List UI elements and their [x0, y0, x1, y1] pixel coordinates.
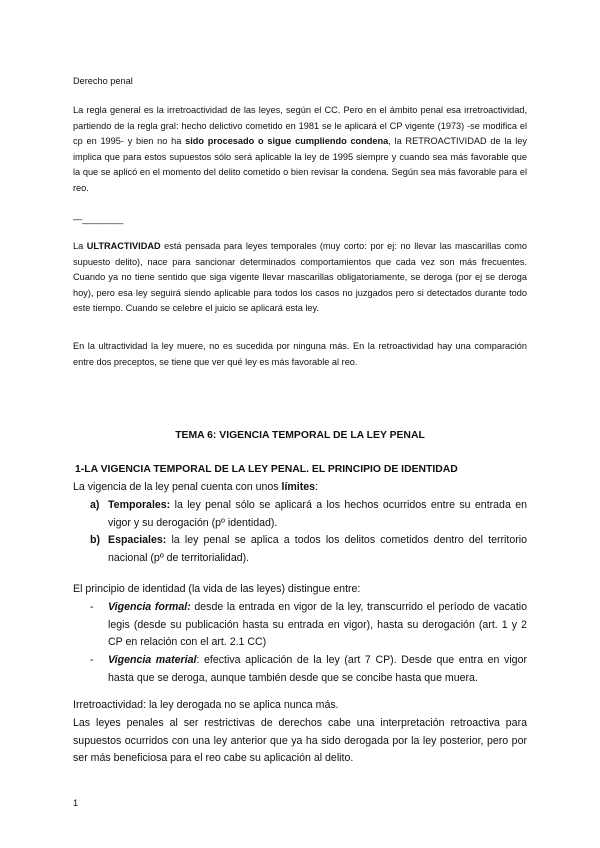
limit-item-temporales: a) Temporales: la ley penal sólo se aplicará a los hechos ocurridos entre su entrada en vigor y su derogación (pº identidad).: [90, 499, 527, 529]
list-marker: b): [90, 534, 100, 546]
paragraph-leyes-penales: Las leyes penales al ser restrictivas de derechos cabe una interpretación retroactiva para supuestos ocurridos con una ley anterior que ya ha sido derogada por la ley posterior, pero por ser más beneficiosa para el reo cabe su aplicación al delito.: [73, 717, 527, 765]
item-term: Temporales:: [108, 499, 171, 511]
item-term: Vigencia formal:: [108, 601, 191, 613]
page-number: 1: [73, 798, 79, 808]
list-marker: -: [90, 654, 94, 666]
limits-intro: La vigencia de la ley penal cuenta con unos límites:: [73, 481, 319, 493]
header-title: Derecho penal: [73, 76, 133, 86]
paragraph-comparacion: En la ultractividad la ley muere, no es sucedida por ninguna más. En la retroactividad hay una comparación entre dos preceptos, se tiene que ver qué ley es más favorable al reo.: [73, 341, 527, 367]
separator-line: —________: [73, 214, 124, 224]
limit-item-espaciales: b) Espaciales: la ley penal se aplica a todos los delitos cometidos dentro del territorio nacional (pº de territorialidad).: [90, 534, 527, 564]
item-term: Vigencia material: [108, 654, 197, 666]
list-marker: -: [90, 601, 94, 613]
identidad-intro: El principio de identidad (la vida de las leyes) distingue entre:: [73, 583, 361, 595]
paragraph-ultractividad: La ULTRACTIVIDAD está pensada para leyes temporales (muy corto: por ej: no llevar las mascarillas como supuesto delito), nace para sancionar determinados comportamientos que cada vez son más frecuentes. Cuando ya no tiene sentido que siga vigente llevar mascarillas obligatoriamente, se deroga (por ej se deroga hoy), pero esa ley seguirá siendo aplicable para todos los casos no juzgados pero si detectados durante todo este tiempo. Cuando se celebre el juicio se aplicará esta ley.: [73, 241, 527, 314]
section-heading: 1-LA VIGENCIA TEMPORAL DE LA LEY PENAL. EL PRINCIPIO DE IDENTIDAD: [75, 464, 458, 475]
tema-title: TEMA 6: VIGENCIA TEMPORAL DE LA LEY PENAL: [175, 430, 425, 441]
paragraph-retroactividad: La regla general es la irretroactividad de las leyes, según el CC. Pero en el ámbito penal esa irretroactividad, partiendo de la regla gral: hecho delictivo cometido en 1981 se le aplicará el CP vigente (1973) -se modifica el cp en 1995- y bien no ha sido procesado o sigue cumpliendo condena, la RETROACTIVIDAD de la ley implica que para estos supuestos sólo será aplicable la ley de 1995 siempre y cuando sea más favorable que la que se aplicó en el momento del delito cometido o bien revisar la condena. Según sea más favorable para el reo.: [73, 105, 527, 193]
vigencia-item-formal: - Vigencia formal: desde la entrada en vigor de la ley, transcurrido el período de vacatio legis (desde su publicación hasta su entrada en vigor), hasta su derogación (art. 1 y 2 CP en relación con el art. 2.1 CC): [90, 601, 528, 649]
irretroactividad-line: Irretroactividad: la ley derogada no se aplica nunca más.: [73, 699, 339, 711]
list-marker: a): [90, 499, 100, 511]
item-term: Espaciales:: [108, 534, 167, 546]
vigencia-item-material: - Vigencia material: efectiva aplicación de la ley (art 7 CP). Desde que entra en vigor hasta que se deroga, aunque también desde que se concibe hasta que muera.: [90, 654, 527, 684]
